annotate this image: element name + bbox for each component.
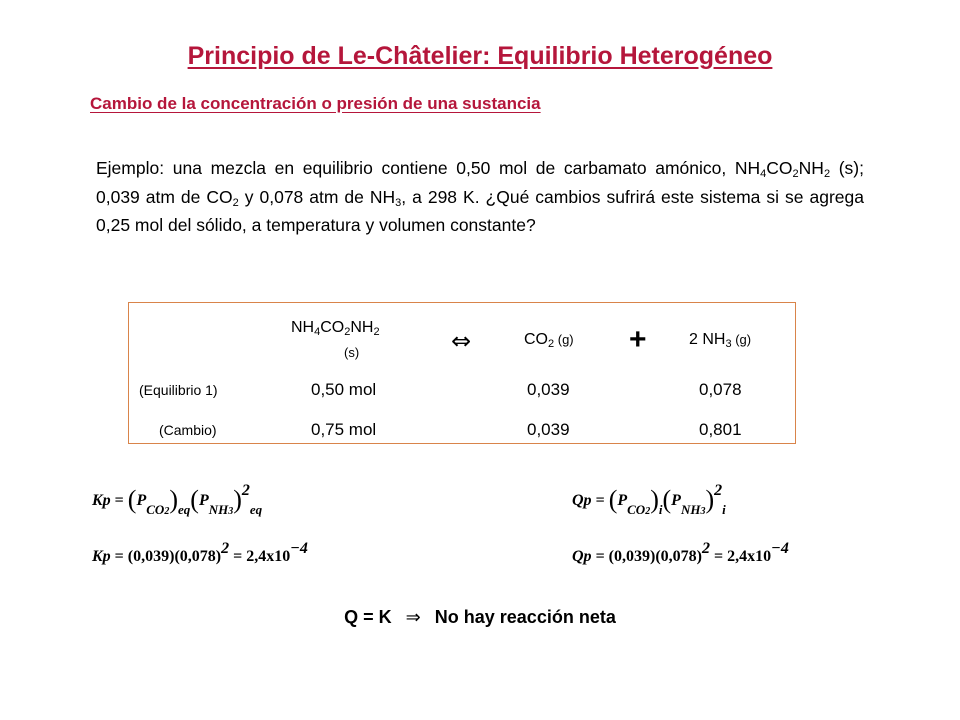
reactant-formula: $NH_4CO_2NH_2$ (291, 319, 380, 338)
nh3-value: 0,078 (699, 380, 742, 399)
conclusion (0, 607, 960, 628)
implies-arrow-icon: ⇒ (405, 607, 421, 628)
equilibrium-table (128, 302, 796, 444)
solid-value: 0,50 mol (311, 380, 377, 399)
no-net-reaction: No hay reacción neta (434, 607, 616, 627)
reactant-phase: (s) (344, 345, 360, 360)
solid-value: 0,75 mol (311, 420, 377, 439)
kp-definition-formula: $Kp = (P_{CO2})_{eq}(P_{NH3})2_{eq}$ (92, 482, 263, 517)
co2-value: 0,039 (527, 380, 570, 399)
row-label-equilibrio: (Equilibrio 1) (139, 382, 218, 398)
q-equals-k: Q = K (344, 607, 392, 627)
section-subtitle: Cambio de la concentración o presión de una sustancia (90, 94, 541, 113)
plus-sign: + (629, 323, 647, 356)
qp-value-formula: Qp = (0,039)(0,078)2 = 2,4x10−4 (572, 540, 789, 565)
kp-value-formula: Kp = (0,039)(0,078)2 = 2,4x10−4 (92, 540, 308, 565)
row-label-cambio: (Cambio) (159, 422, 217, 438)
equilibrium-arrow-icon: ⇔ (451, 327, 472, 355)
product-co2: $CO_2$ (g) (524, 331, 574, 350)
example-paragraph: Ejemplo: una mezcla en equilibrio contiene 0,50 mol de carbamato amónico, $NH_4CO_2NH_2$ (s); 0,039 atm de $CO_2$ y 0,078 atm de $NH_3$, a 298 K. ¿Qué cambios sufrirá este sistema si se agrega 0,25 mol del sólido, a temperatura y volumen constante? (96, 158, 864, 235)
product-nh3: 2 $NH_3$ (g) (689, 331, 752, 350)
qp-definition-formula: $Qp = (P_{CO2})_i(P_{NH3})2_i$ (572, 482, 726, 517)
co2-value: 0,039 (527, 420, 570, 439)
nh3-value: 0,801 (699, 420, 742, 439)
page-title: Principio de Le-Châtelier: Equilibrio Heterogéneo (187, 42, 773, 70)
